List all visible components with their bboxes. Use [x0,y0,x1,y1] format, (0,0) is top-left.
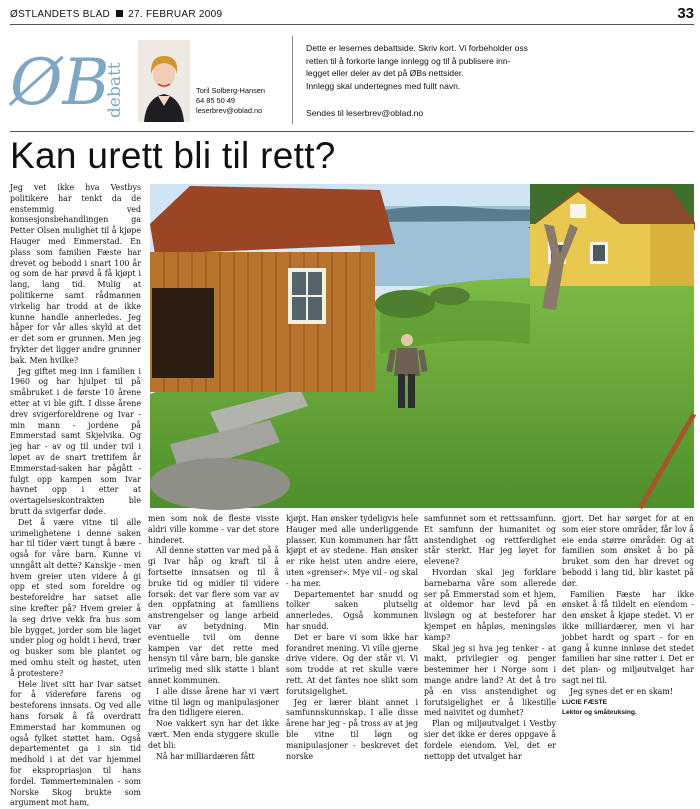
intro-line: retten til å forkorte lange innlegg og til å publisere inn- [306,55,511,66]
paragraph: Noe vakkert syn har det ikke vært. Men enda styggere skulle det bli: [148,719,279,750]
paragraph: Det å være vitne til alle urimelighetene i denne saken har til tider vært tungt å bære - også for våre barn. Kunne vi unngått alt dette? Kanskje - men hvem greier uten videre å gi opp et sted som foreldre og besteforeldre har satset alle sine krefter på? Hvem greier å la seg drive vekk fra hus som ble bygget, jorder som ble laget under plog og holdt i hevd, trær og busker som ble plantet og med omhu stelt og høstet, uten å protestere? [10,517,141,678]
newspaper-name [10,9,222,20]
editor-byline [196,86,286,116]
paragraph: Jeg er lærer blant annet i samfunnskunnskap. I alle disse årene har jeg - på tross av at jeg ble vitne til løgn og manipulasjoner - beskrevet det norske [286,697,418,761]
paragraph: Skal jeg si hva jeg tenker - at makt, privilegier og penger bestemmer her i Norge som i mange andre land? At det å tro på en viss anstendighet og forutsigelighet er å likestille med naivitet og dumhet? [424,643,556,718]
article-headline: Kan urett bli til rett? [10,135,336,176]
paragraph: I alle disse årene har vi vært vitne til løgn og manipulasjoner fra den tidligere eieren. [148,686,279,718]
editor-photo [138,40,190,122]
paragraph: Hvordan skal jeg forklare barnebarna våre som allerede ser på Emmerstad som et hjem, at oldemor har levd på en livsløgn og at besteforer har kjempet en håpløs, meningsløs kamp? [424,567,556,642]
paragraph: men som nok de fleste visste aldri ville komme - var det store hinderet. [148,514,279,545]
signature-title: Lektor og småbruksing. [562,709,637,717]
separator-square-icon [116,10,123,17]
debate-intro [306,42,576,92]
intro-line: legget eller deler av det på ØBs nettsider. [306,68,464,79]
paragraph: Hele livet sitt har Ivar satset for å videreføre farens og besteforens innsats. Og ved alle hans forsøk å få overdratt Emmerstad har kommunen og også fylket støttet ham. Også departementet ga i sin tid medhold i at det var hjemmel for ekspropriasjon til hans fordel. Tømmerteminalen - som Norske Skog brukte som argument mot ham, [10,679,141,808]
paragraph: Jeg vet ikke hva Vestbys politikere har tenkt da de enstemmig ved konsesjonsbehandlingen ga Petter Olsen mulighet til å kjøpe Hauger med Emmerstad. En plass som familien Fæste har drevet og bebodd i snart 100 år og som de har prøvd å få kjøpt i lang, lang tid. Mulig at politikerne samt rådmannen virkelig har trodd at de ikke kunne handle annerledes. Jeg håper for vår alles skyld at det er det som er grunnen. Men jeg frykter det ligger andre grunner bak. Men hvilke? [10,183,141,365]
intro-line: Innlegg skal undertegnes med fullt navn. [306,80,461,91]
article-column-3 [286,514,418,761]
article-column-1 [10,183,141,808]
article-column-4 [424,514,556,761]
paragraph: Det er bare vi som ikke har forandret mening. Vi ville gjerne drive videre. Og der står vi. Vi som trodde at ret skulle være rett. At det fantes noe slikt som forutsigelighet. [286,632,418,696]
vertical-divider [292,36,293,124]
paragraph: Nå har milliardæren fått [156,751,255,761]
paragraph: gjort. Det har sørget for at en som eier store områder, får lov å eie enda større områder. Og at familien som ønsket å bo på bruket som den har drevet og bebodd i lang tid, blir kastet på dør. [562,514,694,588]
editor-email: leserbrev@oblad.no [196,106,263,115]
paragraph: Plan og miljøutvalget i Vestby sier det ikke er deres oppgave å fordele eiendom. Vel, det er nettopp det utvalget har [424,719,556,761]
article-photo [150,184,694,508]
paragraph: samfunnet som et rettssamfunn. Et samfunn der humanitet og anstendighet og rettferdighet står sterkt. Har jeg løyet for elevene? [424,514,556,567]
paragraph: All denne støtten var med på å gi Ivar håp og kraft til å fortsette innsatsen og til å bruke tid og midler til videre forsøk: det var flere som var av den oppfatning at familiens anstrengelser og lange arbeid var av betydning. Min eventuelle tvil om denne kampen var det rette med hensyn til våre barn, ble ganske urimelig med slik støtte i blant annet kommunen. [148,546,280,685]
section-rule [10,131,694,132]
paragraph: Departementet har snudd og tolker saken plutselig annerledes. Også kommunen har snudd. [286,589,418,631]
paragraph: Jeg giftet meg inn i familien i 1960 og har hjulpet til på småbruket i de første 10 årene etter at vi ble gift. I disse årene drev svigerforeldrene og Ivar - min mann - jordene på Emmerstad samt Skjelvika. Og jeg har - av og til under tvil i løpet av de snart trettifem år Emmerstad-saken har pågått - fulgt opp kampen som Ivar havnet opp i etter at overtagelseskontrakten ble brutt da svigerfar døde. [10,366,141,516]
debatt-logo [10,36,130,126]
farm-photo-icon [150,184,694,508]
page-header [10,6,694,22]
editor-name: Toril Solberg-Hansen [196,86,266,95]
send-to-address: Sendes til leserbrev@oblad.no [306,108,424,118]
header-rule [10,24,694,25]
paragraph: kjøpt. Han ønsker tydeligvis hele Hauger med alle underliggende plasser. Kun kommunen har fått kjøpt et av stedene. Han ønsker er rike heist uten andre eiere, uten «grenser». Mye vil - og skal - ha mer. [286,514,418,588]
newspaper-name-text: ØSTLANDETS BLAD [10,9,111,20]
logo-letters: ØB [10,46,110,120]
intro-line: Dette er lesernes debattside. Skriv kort. Vi forbeholder oss [306,43,528,53]
logo-word: debatt [105,62,125,118]
page-number: 33 [677,5,694,22]
article-column-5 [562,514,694,749]
article-column-2 [148,514,280,761]
editor-phone: 64 85 50 49 [196,96,236,105]
issue-date: 27. FEBRUAR 2009 [128,9,223,20]
paragraph: Familien Fæste har ikke ønsket å få tildelt en eiendom - den ønsket å kjøpe stedet. Vi er ikke milliardærer, men vi har jobbet hardt og spart - for en gang å kunne innløse det stedet familien har sine røtter i. Det er det plan- og miljøutvalget har sagt nei til. [562,589,694,685]
paragraph: Jeg synes det er en skam! [570,686,674,696]
signature-name: LUCIE FÆSTE [562,698,608,706]
ob-logo-icon [10,36,130,126]
